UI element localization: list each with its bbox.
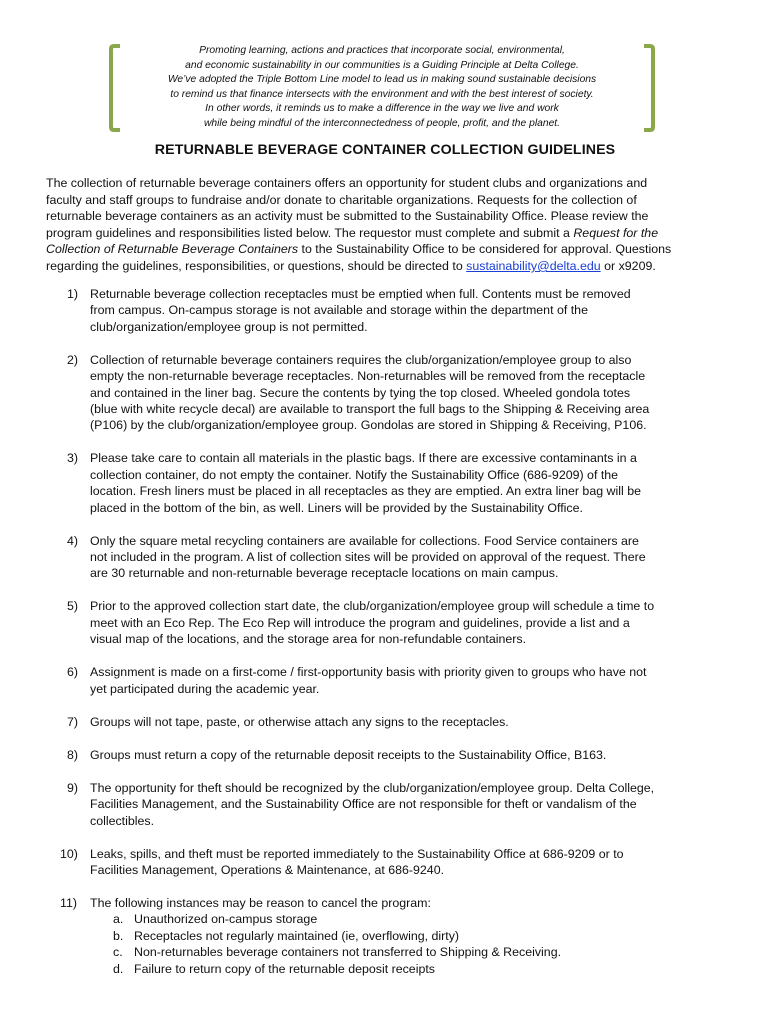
sub-item-text: Failure to return copy of the returnable deposit receipts <box>134 961 435 976</box>
item-number: 11) <box>60 895 77 910</box>
item-number: 9) <box>67 780 79 795</box>
sub-item-text: Unauthorized on-campus storage <box>134 912 318 927</box>
intro-text: or x9209. <box>600 258 656 273</box>
guideline-item <box>46 598 736 647</box>
email-link[interactable]: sustainability@delta.edu <box>466 258 601 273</box>
item-text-line: collection container, do not empty the container. Notify the Sustainability Office (686-9209) of the <box>90 467 619 482</box>
item-number: 3) <box>67 451 79 466</box>
item-number: 10) <box>60 846 78 861</box>
item-number: 6) <box>67 665 79 680</box>
item-text-line: placed in the bottom of the bin, as well. Liners will be provided by the Sustainability Office. <box>90 500 583 515</box>
item-text-line: collectibles. <box>90 813 155 828</box>
sub-item-letter: a. <box>113 912 124 927</box>
guideline-item <box>46 450 736 516</box>
intro-text: regarding the guidelines, responsibilities, or questions, should be directed to <box>46 258 467 273</box>
sub-item-letter: b. <box>113 928 124 943</box>
sub-item-text: Non-returnables beverage containers not transferred to Shipping & Receiving. <box>134 945 562 960</box>
quote-text <box>132 44 632 131</box>
item-number: 8) <box>67 747 79 762</box>
intro-paragraph <box>46 175 736 275</box>
form-name-italic: Collection of Returnable Beverage Containers <box>46 242 299 257</box>
quote-line: In other words, it reminds us to make a difference in the way we live and work <box>205 103 559 114</box>
item-text-line: are 30 returnable and non-returnable beverage receptacle locations on main campus. <box>90 566 559 581</box>
item-text-line: location. Fresh liners must be placed in all receptacles as they are emptied. An extra liner bag will be <box>90 484 641 499</box>
item-text-line: Facilities Management, Operations & Maintenance, at 686-9240. <box>90 862 445 877</box>
item-number: 7) <box>67 714 79 729</box>
guideline-item <box>46 895 736 977</box>
item-text-line: The following instances may be reason to cancel the program: <box>90 895 431 910</box>
guideline-item <box>46 286 736 335</box>
cancel-reason-item <box>90 944 736 960</box>
intro-text: program guidelines and responsibilities listed below. The requestor must complete and submit a <box>46 225 574 240</box>
item-text-line: Assignment is made on a first-come / first-opportunity basis with priority given to groups who have not <box>90 665 647 680</box>
item-text-line: The opportunity for theft should be recognized by the club/organization/employee group. Delta College, <box>90 780 655 795</box>
item-text-line: and contained in the liner bag. Secure the contents by tying the top closed. Wheeled gondola totes <box>90 385 631 400</box>
intro-text: to the Sustainability Office to be considered for approval. Questions <box>298 242 672 257</box>
cancel-reason-item <box>90 961 736 977</box>
item-text-line: meet with an Eco Rep. The Eco Rep will introduce the program and guidelines, provide a list and a <box>90 615 630 630</box>
intro-line: faculty and staff groups to fundraise and/or donate to charitable organizations. Requests for the collection of <box>46 192 637 207</box>
intro-line <box>46 225 736 242</box>
item-text-line: Please take care to contain all materials in the plastic bags. If there are excessive contaminants in a <box>90 451 637 466</box>
sub-item-letter: d. <box>113 961 124 976</box>
item-text-line: from campus. On-campus storage is not available and storage within the department of the <box>90 303 588 318</box>
item-text-line: Groups must return a copy of the returnable deposit receipts to the Sustainability Office, B163. <box>90 747 607 762</box>
guideline-item <box>46 747 736 763</box>
item-number: 4) <box>67 533 79 548</box>
sub-item-letter: c. <box>113 945 123 960</box>
guideline-item <box>46 714 736 730</box>
intro-line <box>46 258 736 275</box>
quote-line: and economic sustainability in our communities is a Guiding Principle at Delta College. <box>185 59 579 71</box>
sub-item-text: Receptacles not regularly maintained (ie, overflowing, dirty) <box>134 928 460 943</box>
item-text-line: Prior to the approved collection start date, the club/organization/employee group will schedule a time to <box>90 599 655 614</box>
item-text-line: Returnable beverage collection receptacles must be emptied when full. Contents must be removed <box>90 287 631 301</box>
guideline-item <box>46 846 736 879</box>
cancel-reason-item <box>90 911 736 927</box>
quote-line: We’ve adopted the Triple Bottom Line model to lead us in making sound sustainable decisions <box>167 74 597 85</box>
document-title: RETURNABLE BEVERAGE CONTAINER COLLECTION GUIDELINES <box>154 142 616 158</box>
guideline-item <box>46 352 736 434</box>
form-name-italic: Request for the <box>573 225 659 240</box>
item-text-line: Collection of returnable beverage containers requires the club/organization/employee group to also <box>90 352 632 367</box>
guideline-item <box>46 780 736 829</box>
guideline-item <box>46 533 736 582</box>
item-text-line: club/organization/employee group is not permitted. <box>90 319 368 334</box>
item-text-line: visual map of the locations, and the storage area for non-refundable containers. <box>90 632 527 647</box>
quote-line: Promoting learning, actions and practices that incorporate social, environmental, <box>199 45 565 56</box>
item-text-line: not included in the program. A list of collection sites will be provided on approval of the request. There <box>90 550 646 565</box>
guidelines-list <box>46 286 736 994</box>
guiding-principle-quote <box>108 44 656 132</box>
intro-line: The collection of returnable beverage containers offers an opportunity for student clubs and organizations and <box>46 176 648 190</box>
guideline-item <box>46 664 736 697</box>
item-number: 1) <box>67 287 79 301</box>
right-bracket-decoration <box>642 44 656 132</box>
item-text-line: yet participated during the academic year. <box>90 681 320 696</box>
item-text-line: Only the square metal recycling containers are available for collections. Food Service containers are <box>90 533 639 548</box>
intro-line <box>46 241 736 258</box>
left-bracket-decoration <box>108 44 122 132</box>
item-number: 5) <box>67 599 79 614</box>
item-text-line: Groups will not tape, paste, or otherwise attach any signs to the receptacles. <box>90 714 509 729</box>
item-text-line: empty the non-returnable beverage receptacles. Non-returnables will be removed from the receptacle <box>90 369 646 384</box>
quote-line: to remind us that finance intersects with the environment and with the best interest of society. <box>170 88 594 100</box>
item-text-line: (P106) by the club/organization/employee group. Gondolas are stored in Shipping & Receiving, P106. <box>90 418 647 433</box>
cancel-reason-item <box>90 928 736 944</box>
item-text-line: (blue with white recycle decal) are available to transport the full bags to the Shipping & Receiving area <box>90 402 650 417</box>
item-text-line: Leaks, spills, and theft must be reported immediately to the Sustainability Office at 686-9209 or to <box>90 846 624 861</box>
item-text-line: Facilities Management, and the Sustainability Office are not responsible for theft or vandalism of the <box>90 797 637 812</box>
intro-line: returnable beverage containers as an activity must be submitted to the Sustainability Office. Please review the <box>46 209 649 224</box>
quote-line: while being mindful of the interconnectedness of people, profit, and the planet. <box>203 117 561 129</box>
item-number: 2) <box>67 352 79 367</box>
